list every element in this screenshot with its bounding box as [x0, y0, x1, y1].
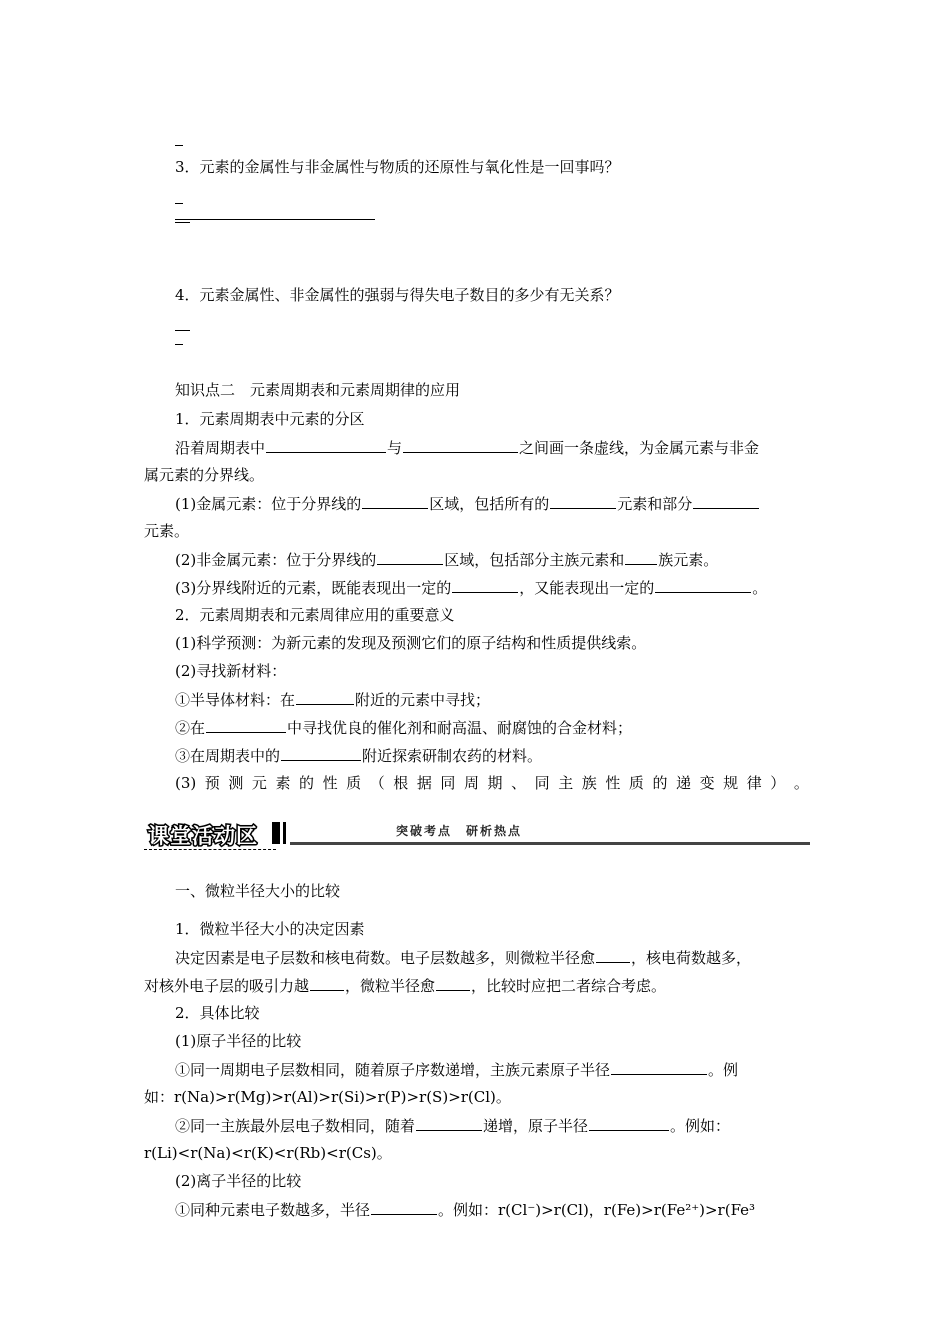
fill-blank[interactable] [377, 550, 443, 565]
sec1-title: 一、微粒半径大小的比较 [175, 882, 341, 900]
sec1-d-title: 1．微粒半径大小的决定因素 [175, 920, 365, 938]
kp2-s1-line2: 属元素的分界线。 [144, 466, 265, 484]
sec1-c-title: 2．具体比较 [175, 1004, 260, 1022]
fill-blank[interactable] [310, 976, 344, 991]
kp2-metal-end: 元素。 [144, 522, 190, 540]
kp2-title: 知识点二 元素周期表和元素周期律的应用 [175, 381, 461, 399]
fill-blank[interactable] [693, 494, 759, 509]
answer-line [175, 219, 375, 220]
banner-subtitle: 突破考点 研析热点 [396, 824, 523, 838]
kp2-catalyst: ②在 中寻找优良的催化剂和耐高温、耐腐蚀的合金材料； [175, 719, 633, 737]
fill-blank[interactable] [589, 1116, 669, 1131]
fill-blank[interactable] [625, 550, 657, 565]
fill-blank[interactable] [403, 438, 518, 453]
kp2-find: (2)寻找新材料： [175, 662, 287, 680]
kp2-semiconductor: ①半导体材料：在 附近的元素中寻找； [175, 691, 491, 709]
banner-bar [283, 822, 286, 844]
kp2-pesticide: ③在周期表中的 附近探索研制农药的材料。 [175, 747, 543, 765]
answer-line [175, 222, 190, 223]
kp2-s1-title: 1．元素周期表中元素的分区 [175, 410, 365, 428]
fill-blank[interactable] [611, 1060, 707, 1075]
question-4: 4．元素金属性、非金属性的强弱与得失电子数目的多少有无关系？ [175, 286, 620, 304]
fill-blank[interactable] [371, 1200, 437, 1215]
fill-blank[interactable] [655, 578, 751, 593]
sec1-d2: 对核外电子层的吸引力越 ，微粒半径愈 ，比较时应把二者综合考虑。 [144, 977, 667, 995]
fill-blank[interactable] [436, 976, 470, 991]
banner-bar [272, 822, 280, 844]
fill-blank[interactable] [452, 578, 518, 593]
answer-mark [175, 203, 183, 204]
answer-mark [175, 145, 183, 146]
fill-blank[interactable] [596, 948, 630, 963]
fill-blank[interactable] [206, 718, 286, 733]
fill-blank[interactable] [296, 690, 354, 705]
sec1-a2: ②同一主族最外层电子数相同，随着 递增，原子半径 。例如： [175, 1117, 731, 1135]
answer-line [175, 330, 190, 331]
kp2-border-line: (3)分界线附近的元素，既能表现出一定的 ，又能表现出一定的 。 [175, 579, 768, 597]
fill-blank[interactable] [281, 746, 361, 761]
kp2-predict: (1)科学预测：为新元素的发现及预测它们的原子结构和性质提供线索。 [175, 634, 647, 652]
fill-blank[interactable] [362, 494, 428, 509]
kp2-property-line: (3) 预 测 元 素 的 性 质 （ 根 据 同 周 期 、 同 主 族 性 质 的 递 变 规 律 ） 。 [175, 774, 809, 792]
fill-blank[interactable] [416, 1116, 482, 1131]
sec1-i1: ①同种元素电子数越多，半径 。例如：r(Cl⁻)>r(Cl)，r(Fe)>r(Fe²⁺)>r(Fe³ [175, 1201, 756, 1219]
section-banner [144, 818, 810, 852]
sec1-a1: ①同一周期电子层数相同，随着原子序数递增，主族元素原子半径 。例 [175, 1061, 739, 1079]
question-3: 3．元素的金属性与非金属性与物质的还原性与氧化性是一回事吗？ [175, 158, 620, 176]
banner-dash [144, 849, 276, 850]
sec1-ion-title: (2)离子半径的比较 [175, 1172, 302, 1190]
banner-rule [290, 842, 810, 845]
answer-mark [175, 344, 183, 345]
kp2-nonmetal-line: (2)非金属元素：位于分界线的 区域，包括部分主族元素和 族元素。 [175, 551, 719, 569]
sec1-a1-example: 如：r(Na)>r(Mg)>r(Al)>r(Si)>r(P)>r(S)>r(Cl)。 [144, 1088, 511, 1106]
kp2-s2-title: 2．元素周期表和元素周律应用的重要意义 [175, 606, 455, 624]
banner-label: 课堂活动区 [148, 824, 258, 848]
kp2-metal-line: (1)金属元素：位于分界线的 区域，包括所有的 元素和部分 [175, 494, 760, 513]
sec1-atom-title: (1)原子半径的比较 [175, 1032, 302, 1050]
fill-blank[interactable] [550, 494, 616, 509]
fill-blank[interactable] [266, 438, 386, 453]
sec1-d1: 决定因素是电子层数和核电荷数。电子层数越多，则微粒半径愈 ，核电荷数越多， [175, 949, 752, 967]
kp2-s1-line1: 沿着周期表中 与 之间画一条虚线，为金属元素与非金 [175, 439, 760, 457]
sec1-a2-example: r(Li)<r(Na)<r(K)<r(Rb)<r(Cs)。 [144, 1144, 392, 1162]
